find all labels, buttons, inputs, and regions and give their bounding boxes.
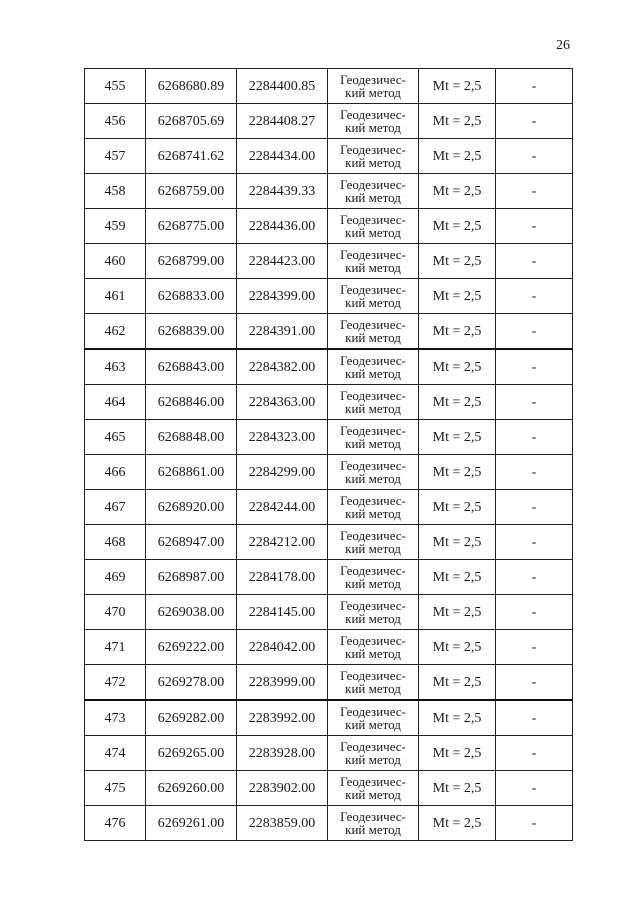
method-cell — [328, 806, 419, 841]
y-coordinate-cell: 2284042.00 — [237, 630, 328, 665]
x-coordinate-cell: 6268680.89 — [146, 69, 237, 104]
method-text-line1: Геодезичес- — [340, 528, 406, 543]
point-number-cell: 456 — [85, 104, 146, 139]
point-number-cell: 468 — [85, 525, 146, 560]
method-text-line1: Геодезичес- — [340, 142, 406, 157]
method-text-line2: кий метод — [345, 225, 401, 240]
y-coordinate-cell: 2284363.00 — [237, 385, 328, 420]
description-cell: - — [496, 665, 573, 701]
x-coordinate-cell: 6269282.00 — [146, 700, 237, 736]
method-text-line2: кий метод — [345, 681, 401, 696]
method-cell — [328, 209, 419, 244]
x-coordinate-cell: 6268947.00 — [146, 525, 237, 560]
description-cell: - — [496, 174, 573, 209]
x-coordinate-cell: 6268861.00 — [146, 455, 237, 490]
method-text-line2: кий метод — [345, 436, 401, 451]
accuracy-cell: Mt = 2,5 — [419, 209, 496, 244]
method-text-line1: Геодезичес- — [340, 668, 406, 683]
accuracy-cell: Mt = 2,5 — [419, 244, 496, 279]
coordinates-table — [84, 68, 573, 841]
accuracy-cell: Mt = 2,5 — [419, 174, 496, 209]
description-cell: - — [496, 104, 573, 139]
description-cell: - — [496, 69, 573, 104]
description-cell: - — [496, 455, 573, 490]
method-text-line2: кий метод — [345, 85, 401, 100]
table-row — [85, 595, 573, 630]
method-cell — [328, 104, 419, 139]
method-text-line2: кий метод — [345, 120, 401, 135]
accuracy-cell: Mt = 2,5 — [419, 69, 496, 104]
method-text-line1: Геодезичес- — [340, 598, 406, 613]
accuracy-cell: Mt = 2,5 — [419, 560, 496, 595]
y-coordinate-cell: 2284423.00 — [237, 244, 328, 279]
point-number-cell: 461 — [85, 279, 146, 314]
description-cell: - — [496, 420, 573, 455]
description-cell: - — [496, 525, 573, 560]
point-number-cell: 471 — [85, 630, 146, 665]
y-coordinate-cell: 2283859.00 — [237, 806, 328, 841]
accuracy-cell: Mt = 2,5 — [419, 736, 496, 771]
y-coordinate-cell: 2284299.00 — [237, 455, 328, 490]
method-text-line1: Геодезичес- — [340, 633, 406, 648]
x-coordinate-cell: 6269260.00 — [146, 771, 237, 806]
method-text-line1: Геодезичес- — [340, 317, 406, 332]
method-cell — [328, 455, 419, 490]
description-cell: - — [496, 771, 573, 806]
table-row — [85, 139, 573, 174]
description-cell: - — [496, 806, 573, 841]
method-cell — [328, 490, 419, 525]
method-text-line1: Геодезичес- — [340, 458, 406, 473]
point-number-cell: 476 — [85, 806, 146, 841]
method-cell — [328, 595, 419, 630]
method-text-line1: Геодезичес- — [340, 739, 406, 754]
y-coordinate-cell: 2283999.00 — [237, 665, 328, 701]
table-row — [85, 665, 573, 701]
x-coordinate-cell: 6268705.69 — [146, 104, 237, 139]
y-coordinate-cell: 2284323.00 — [237, 420, 328, 455]
method-text-line2: кий метод — [345, 401, 401, 416]
accuracy-cell: Mt = 2,5 — [419, 139, 496, 174]
point-number-cell: 460 — [85, 244, 146, 279]
y-coordinate-cell: 2284408.27 — [237, 104, 328, 139]
x-coordinate-cell: 6268799.00 — [146, 244, 237, 279]
table-row — [85, 700, 573, 736]
table-row — [85, 314, 573, 350]
x-coordinate-cell: 6269038.00 — [146, 595, 237, 630]
method-cell — [328, 525, 419, 560]
x-coordinate-cell: 6268759.00 — [146, 174, 237, 209]
y-coordinate-cell: 2283902.00 — [237, 771, 328, 806]
method-cell — [328, 69, 419, 104]
method-cell — [328, 700, 419, 736]
point-number-cell: 470 — [85, 595, 146, 630]
point-number-cell: 469 — [85, 560, 146, 595]
x-coordinate-cell: 6268987.00 — [146, 560, 237, 595]
method-text-line2: кий метод — [345, 295, 401, 310]
x-coordinate-cell: 6269265.00 — [146, 736, 237, 771]
x-coordinate-cell: 6268839.00 — [146, 314, 237, 350]
accuracy-cell: Mt = 2,5 — [419, 349, 496, 385]
y-coordinate-cell: 2284382.00 — [237, 349, 328, 385]
method-cell — [328, 349, 419, 385]
y-coordinate-cell: 2284436.00 — [237, 209, 328, 244]
y-coordinate-cell: 2284212.00 — [237, 525, 328, 560]
point-number-cell: 455 — [85, 69, 146, 104]
table-row — [85, 525, 573, 560]
method-cell — [328, 139, 419, 174]
description-cell: - — [496, 209, 573, 244]
table-row — [85, 279, 573, 314]
point-number-cell: 466 — [85, 455, 146, 490]
x-coordinate-cell: 6268833.00 — [146, 279, 237, 314]
accuracy-cell: Mt = 2,5 — [419, 455, 496, 490]
accuracy-cell: Mt = 2,5 — [419, 420, 496, 455]
method-cell — [328, 174, 419, 209]
method-text-line2: кий метод — [345, 822, 401, 837]
table-row — [85, 490, 573, 525]
method-cell — [328, 736, 419, 771]
y-coordinate-cell: 2284391.00 — [237, 314, 328, 350]
accuracy-cell: Mt = 2,5 — [419, 806, 496, 841]
description-cell: - — [496, 560, 573, 595]
accuracy-cell: Mt = 2,5 — [419, 595, 496, 630]
table-row — [85, 806, 573, 841]
method-text-line1: Геодезичес- — [340, 388, 406, 403]
method-text-line2: кий метод — [345, 611, 401, 626]
accuracy-cell: Mt = 2,5 — [419, 279, 496, 314]
point-number-cell: 463 — [85, 349, 146, 385]
method-cell — [328, 560, 419, 595]
method-text-line1: Геодезичес- — [340, 704, 406, 719]
y-coordinate-cell: 2284145.00 — [237, 595, 328, 630]
method-text-line2: кий метод — [345, 646, 401, 661]
y-coordinate-cell: 2283928.00 — [237, 736, 328, 771]
method-text-line2: кий метод — [345, 155, 401, 170]
method-text-line1: Геодезичес- — [340, 809, 406, 824]
description-cell: - — [496, 595, 573, 630]
table-row — [85, 630, 573, 665]
x-coordinate-cell: 6269278.00 — [146, 665, 237, 701]
point-number-cell: 457 — [85, 139, 146, 174]
method-text-line2: кий метод — [345, 576, 401, 591]
description-cell: - — [496, 490, 573, 525]
y-coordinate-cell: 2284434.00 — [237, 139, 328, 174]
method-text-line2: кий метод — [345, 717, 401, 732]
method-cell — [328, 771, 419, 806]
method-text-line1: Геодезичес- — [340, 107, 406, 122]
point-number-cell: 458 — [85, 174, 146, 209]
x-coordinate-cell: 6269222.00 — [146, 630, 237, 665]
description-cell: - — [496, 139, 573, 174]
method-text-line1: Геодезичес- — [340, 247, 406, 262]
point-number-cell: 459 — [85, 209, 146, 244]
method-text-line2: кий метод — [345, 506, 401, 521]
description-cell: - — [496, 279, 573, 314]
method-text-line2: кий метод — [345, 471, 401, 486]
method-text-line1: Геодезичес- — [340, 423, 406, 438]
point-number-cell: 474 — [85, 736, 146, 771]
method-text-line2: кий метод — [345, 752, 401, 767]
y-coordinate-cell: 2284399.00 — [237, 279, 328, 314]
point-number-cell: 473 — [85, 700, 146, 736]
method-text-line1: Геодезичес- — [340, 353, 406, 368]
coordinates-table-body — [85, 69, 573, 841]
method-cell — [328, 385, 419, 420]
method-text-line2: кий метод — [345, 366, 401, 381]
method-text-line1: Геодезичес- — [340, 774, 406, 789]
accuracy-cell: Mt = 2,5 — [419, 385, 496, 420]
point-number-cell: 462 — [85, 314, 146, 350]
method-cell — [328, 244, 419, 279]
table-row — [85, 209, 573, 244]
method-text-line2: кий метод — [345, 330, 401, 345]
y-coordinate-cell: 2284439.33 — [237, 174, 328, 209]
method-text-line1: Геодезичес- — [340, 212, 406, 227]
page-number: 26 — [556, 38, 570, 53]
x-coordinate-cell: 6268846.00 — [146, 385, 237, 420]
method-text-line1: Геодезичес- — [340, 282, 406, 297]
description-cell: - — [496, 700, 573, 736]
table-row — [85, 349, 573, 385]
x-coordinate-cell: 6268775.00 — [146, 209, 237, 244]
description-cell: - — [496, 244, 573, 279]
accuracy-cell: Mt = 2,5 — [419, 700, 496, 736]
y-coordinate-cell: 2283992.00 — [237, 700, 328, 736]
x-coordinate-cell: 6269261.00 — [146, 806, 237, 841]
table-row — [85, 69, 573, 104]
method-text-line2: кий метод — [345, 190, 401, 205]
description-cell: - — [496, 314, 573, 350]
point-number-cell: 464 — [85, 385, 146, 420]
description-cell: - — [496, 630, 573, 665]
point-number-cell: 467 — [85, 490, 146, 525]
method-text-line2: кий метод — [345, 260, 401, 275]
accuracy-cell: Mt = 2,5 — [419, 525, 496, 560]
accuracy-cell: Mt = 2,5 — [419, 490, 496, 525]
method-text-line2: кий метод — [345, 541, 401, 556]
point-number-cell: 472 — [85, 665, 146, 701]
method-cell — [328, 279, 419, 314]
table-row — [85, 736, 573, 771]
table-row — [85, 104, 573, 139]
x-coordinate-cell: 6268920.00 — [146, 490, 237, 525]
method-cell — [328, 630, 419, 665]
description-cell: - — [496, 736, 573, 771]
table-row — [85, 174, 573, 209]
table-row — [85, 385, 573, 420]
point-number-cell: 475 — [85, 771, 146, 806]
method-text-line2: кий метод — [345, 787, 401, 802]
table-row — [85, 420, 573, 455]
accuracy-cell: Mt = 2,5 — [419, 630, 496, 665]
table-row — [85, 455, 573, 490]
x-coordinate-cell: 6268848.00 — [146, 420, 237, 455]
y-coordinate-cell: 2284400.85 — [237, 69, 328, 104]
x-coordinate-cell: 6268741.62 — [146, 139, 237, 174]
description-cell: - — [496, 385, 573, 420]
method-cell — [328, 665, 419, 701]
table-row — [85, 771, 573, 806]
x-coordinate-cell: 6268843.00 — [146, 349, 237, 385]
accuracy-cell: Mt = 2,5 — [419, 314, 496, 350]
y-coordinate-cell: 2284244.00 — [237, 490, 328, 525]
y-coordinate-cell: 2284178.00 — [237, 560, 328, 595]
method-text-line1: Геодезичес- — [340, 493, 406, 508]
accuracy-cell: Mt = 2,5 — [419, 104, 496, 139]
method-cell — [328, 420, 419, 455]
table-row — [85, 244, 573, 279]
description-cell: - — [496, 349, 573, 385]
accuracy-cell: Mt = 2,5 — [419, 771, 496, 806]
method-text-line1: Геодезичес- — [340, 72, 406, 87]
method-cell — [328, 314, 419, 350]
method-text-line1: Геодезичес- — [340, 563, 406, 578]
accuracy-cell: Mt = 2,5 — [419, 665, 496, 701]
method-text-line1: Геодезичес- — [340, 177, 406, 192]
table-row — [85, 560, 573, 595]
point-number-cell: 465 — [85, 420, 146, 455]
